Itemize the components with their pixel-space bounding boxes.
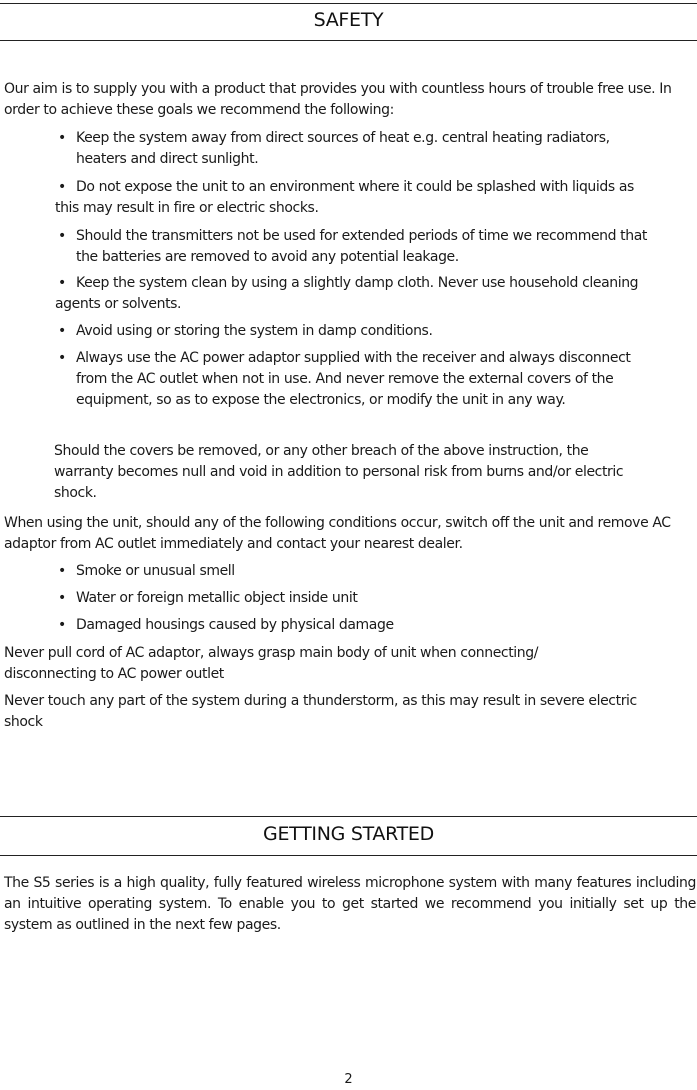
- bullet-dot-icon: •: [58, 275, 66, 291]
- getting-started-body: The S5 series is a high quality, fully featured wireless microphone system with many features including an intuitive operating system. To enable you to get started we recommend you initially set up the system as outlined in the next few pages.: [4, 875, 696, 933]
- bullet-text: Damaged housings caused by physical damage: [76, 617, 394, 633]
- safety-bullet-5: [55, 321, 666, 342]
- getting-started-heading: GETTING STARTED: [263, 823, 434, 845]
- bullet-text: Avoid using or storing the system in damp conditions.: [76, 323, 433, 339]
- safety-bullet-6: [55, 348, 646, 411]
- bullet-text: Should the transmitters not be used for extended periods of time we recommend that the batteries are removed to avoid any potential leakage.: [76, 228, 648, 265]
- bullet-dot-icon: •: [58, 617, 66, 633]
- getting-started-top-rule: [0, 816, 697, 817]
- condition-item-1: [55, 561, 666, 582]
- bullet-dot-icon: •: [58, 590, 66, 606]
- bullet-text: Do not expose the unit to an environment where it could be splashed with liquids as this may result in fire or electric shocks.: [55, 179, 634, 216]
- safety-bullet-1: [55, 128, 636, 170]
- getting-started-bottom-rule: [0, 855, 697, 856]
- cord-note: Never pull cord of AC adaptor, always grasp main body of unit when connecting/ disconnecting to AC power outlet: [4, 645, 539, 682]
- safety-intro: Our aim is to supply you with a product that provides you with countless hours of trouble free use. In order to achieve these goals we recommend the following:: [4, 81, 672, 118]
- safety-heading: SAFETY: [313, 9, 384, 31]
- safety-bullet-2: [55, 177, 645, 219]
- page-number: 2: [344, 1072, 353, 1087]
- safety-top-rule: [0, 3, 697, 4]
- bullet-text: Water or foreign metallic object inside unit: [76, 590, 358, 606]
- bullet-dot-icon: •: [58, 228, 66, 244]
- bullet-dot-icon: •: [58, 323, 66, 339]
- bullet-dot-icon: •: [58, 179, 66, 195]
- safety-bottom-rule: [0, 40, 697, 41]
- conditions-intro: When using the unit, should any of the following conditions occur, switch off the unit and remove AC adaptor from AC outlet immediately and contact your nearest dealer.: [4, 515, 671, 552]
- safety-bullet-4: [55, 273, 655, 315]
- bullet-text: Keep the system clean by using a slightly damp cloth. Never use household cleaning agents or solvents.: [55, 275, 639, 312]
- warranty-note: Should the covers be removed, or any other breach of the above instruction, the warranty becomes null and void in addition to personal risk from burns and/or electric shock.: [54, 443, 624, 501]
- condition-item-2: [55, 588, 666, 609]
- safety-bullet-3: [55, 226, 666, 268]
- bullet-dot-icon: •: [58, 563, 66, 579]
- bullet-text: Smoke or unusual smell: [76, 563, 235, 579]
- bullet-dot-icon: •: [58, 350, 66, 366]
- bullet-text: Keep the system away from direct sources of heat e.g. central heating radiators, heaters and direct sunlight.: [76, 130, 610, 167]
- condition-item-3: [55, 615, 666, 636]
- thunderstorm-note: Never touch any part of the system during a thunderstorm, as this may result in severe electric shock: [4, 693, 637, 730]
- bullet-text: Always use the AC power adaptor supplied with the receiver and always disconnect from the AC outlet when not in use. And never remove the external covers of the equipment, so as to expose the electronics, or modify the unit in any way.: [76, 350, 631, 408]
- bullet-dot-icon: •: [58, 130, 66, 146]
